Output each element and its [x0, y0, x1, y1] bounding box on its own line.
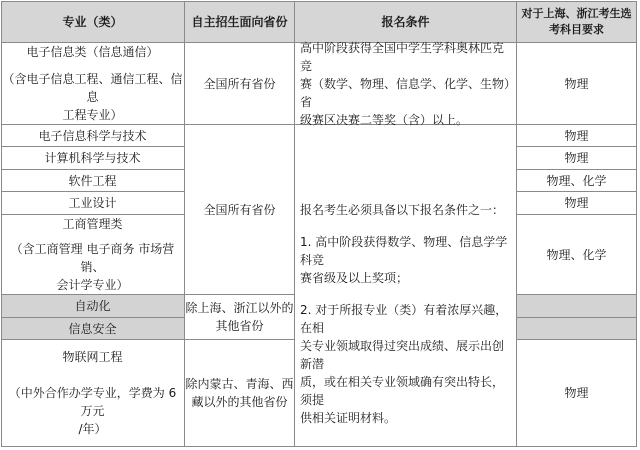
subject-cell: 物理、化学: [517, 170, 637, 192]
table-row-major: 工业设计: [1, 192, 185, 215]
province-line: 除内蒙古、青海、西: [185, 377, 294, 391]
subject-cell: 物理: [517, 192, 637, 215]
major-line: /年）: [78, 422, 107, 436]
major-line: 会计学专业）: [56, 278, 129, 292]
header-condition: 报名条件: [295, 1, 517, 43]
condition-line: 关专业领域取得过突出成绩、展示出创新潜: [300, 339, 505, 371]
table-row-major: 计算机科学与技术: [1, 147, 185, 170]
table-row-major: [1, 43, 185, 125]
condition-intro: 报名考生必须具备以下报名条件之一：: [300, 203, 505, 217]
subject-cell: 物理: [517, 125, 637, 147]
admissions-table: [1, 1, 637, 447]
header-subject-line2: 考科目要求: [549, 22, 604, 36]
header-major: 专业（类）: [1, 1, 185, 43]
condition-line: 赛（数学、物理、信息学、化学、生物）省: [300, 76, 511, 109]
major-line: 工商管理类: [62, 217, 123, 231]
condition-line: 1. 高中阶段获得数学、物理、信息学学科竞: [300, 235, 508, 267]
province-line: 藏以外的其他省份: [191, 395, 288, 409]
subject-cell: 物理、化学: [517, 215, 637, 295]
table-row-major: 软件工程: [1, 170, 185, 192]
subject-cell: [517, 318, 637, 340]
province-line: 其他省份: [215, 319, 264, 333]
province-cell: [185, 340, 295, 447]
condition-line: 赛省级及以上奖项；: [300, 271, 409, 285]
table-row-major: 电子信息科学与技术: [1, 125, 185, 147]
header-province: 自主招生面向省份: [185, 1, 295, 43]
subject-cell: 物理: [517, 147, 637, 170]
major-line: 工程专业）: [62, 108, 123, 122]
subject-cell: [517, 295, 637, 318]
major-line: （含工商管理 电子商务 市场营销、: [10, 242, 175, 274]
province-line: 除上海、浙江以外的: [185, 301, 294, 315]
condition-line: 供相关证明材料。: [300, 411, 397, 425]
condition-cell-1: [295, 40, 517, 127]
header-subject-line1: 对于上海、浙江考生选: [521, 6, 632, 20]
province-cell: 全国所有省份: [185, 125, 295, 295]
major-line: 物联网工程: [62, 350, 123, 364]
table-row-major: 信息安全: [1, 318, 185, 340]
table-row-major: [1, 215, 185, 295]
condition-line: 2. 对于所报专业（类）有着浓厚兴趣，在相: [300, 303, 508, 335]
province-cell: [185, 295, 295, 340]
table-row-major: [1, 340, 185, 447]
subject-cell: 物理: [517, 340, 637, 447]
condition-line: 级赛区决赛二等奖（含）以上。: [300, 112, 469, 127]
major-line: （中外合作办学专业，学费为 6 万元: [8, 386, 177, 418]
condition-line: 高中阶段获得全国中学生学科奥林匹克竞: [300, 40, 505, 73]
header-subject: [517, 1, 637, 43]
major-line: 电子信息类（信息通信）: [26, 45, 159, 59]
province-cell: 全国所有省份: [185, 43, 295, 125]
table-row-major: 自动化: [1, 295, 185, 318]
subject-cell: 物理: [517, 43, 637, 125]
condition-line: 质，或在相关专业领域确有突出特长，须提: [300, 375, 505, 407]
condition-cell-2: [295, 125, 517, 447]
major-line: （含电子信息工程、通信工程、信息: [2, 72, 183, 104]
